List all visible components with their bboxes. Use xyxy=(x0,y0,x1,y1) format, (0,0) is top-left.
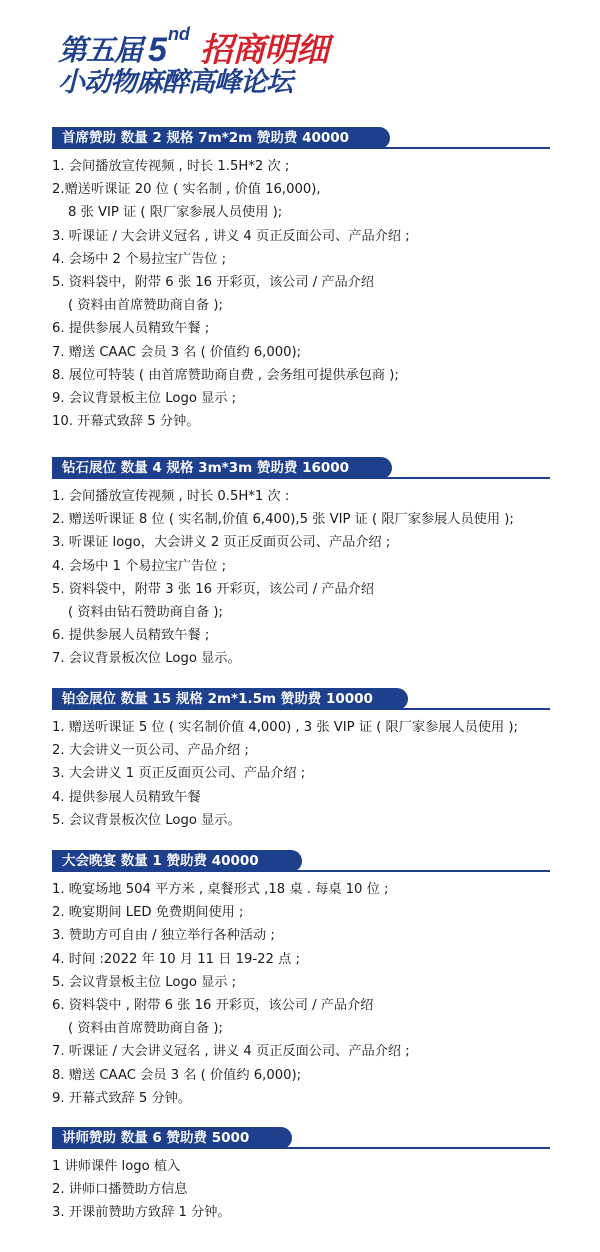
list-item: 5. 资料袋中，附带 3 张 16 开彩页，该公司 / 产品介绍 xyxy=(52,581,375,597)
list-item: 5. 会议背景板主位 Logo 显示 ; xyxy=(52,974,237,990)
section-lecturer-sponsor xyxy=(52,1127,550,1225)
title-line-2: 小动物麻醉高峰论坛 xyxy=(58,67,292,98)
list-item: 3. 听课证 logo，大会讲义 2 页正反面页公司、产品介绍 ; xyxy=(52,535,391,551)
benefit-list xyxy=(52,878,550,1110)
list-item: 9. 会议背景板主位 Logo 显示 ; xyxy=(52,391,237,407)
list-item: 8. 展位可特装 ( 由首席赞助商自费 , 会务组可提供承包商 ); xyxy=(52,367,399,383)
page-header xyxy=(0,0,600,110)
section-header xyxy=(52,688,550,710)
list-item: 9. 开幕式致辞 5 分钟。 xyxy=(52,1090,192,1106)
section-gala-dinner xyxy=(52,850,550,1110)
list-item: 10. 开幕式致辞 5 分钟。 xyxy=(52,414,200,430)
list-item: 4. 时间 :2022 年 10 月 11 日 19-22 点 ; xyxy=(52,951,300,967)
section-diamond-booth xyxy=(52,457,550,671)
list-item: 6. 提供参展人员精致午餐 ; xyxy=(52,321,210,337)
section-header xyxy=(52,850,550,872)
list-item: 2.赠送听课证 20 位 ( 实名制 , 价值 16,000), xyxy=(52,182,321,198)
section-header xyxy=(52,1127,550,1149)
list-item: 1. 会间播放宣传视频 , 时长 0.5H*1 次 : xyxy=(52,489,290,504)
section-heading: 铂金展位 数量 15 规格 2m*1.5m 赞助费 10000 xyxy=(52,688,408,710)
list-item: 2. 晚宴期间 LED 免费期间使用 ; xyxy=(52,905,244,921)
title-edition: 第五届 xyxy=(58,33,143,67)
list-item: 8 张 VIP 证 ( 限厂家参展人员使用 ); xyxy=(68,205,283,221)
list-item: 2. 大会讲义一页公司、产品介绍 ; xyxy=(52,743,249,759)
title-highlight: 招商明细 xyxy=(199,30,328,69)
list-item: 1. 会间播放宣传视频 , 时长 1.5H*2 次 ; xyxy=(52,159,290,174)
list-item: ( 资料由首席赞助商自备 ); xyxy=(68,1021,223,1037)
list-item: 1 讲师课件 logo 植入 xyxy=(52,1159,181,1174)
benefit-list xyxy=(52,155,550,433)
benefit-list xyxy=(52,485,550,671)
list-item: 5. 资料袋中，附带 6 张 16 开彩页，该公司 / 产品介绍 xyxy=(52,275,375,291)
list-item: 8. 赠送 CAAC 会员 3 名 ( 价值约 6,000); xyxy=(52,1067,302,1083)
list-item: 1. 赠送听课证 5 位 ( 实名制价值 4,000) , 3 张 VIP 证 ( 限厂家参展人员使用 ); xyxy=(52,720,519,735)
list-item: 4. 提供参展人员精致午餐 xyxy=(52,789,201,805)
benefit-list xyxy=(52,716,550,832)
section-heading: 首席赞助 数量 2 规格 7m*2m 赞助费 40000 xyxy=(52,127,390,149)
list-item: 2. 赠送听课证 8 位 ( 实名制,价值 6,400),5 张 VIP 证 ( 限厂家参展人员使用 ); xyxy=(52,512,514,528)
list-item: ( 资料由钻石赞助商自备 ); xyxy=(68,605,223,621)
list-item: 4. 会场中 2 个易拉宝广告位 ; xyxy=(52,251,227,267)
list-item: 3. 开课前赞助方致辞 1 分钟。 xyxy=(52,1205,231,1221)
section-platinum-booth xyxy=(52,688,550,832)
section-header xyxy=(52,457,550,479)
section-heading: 讲师赞助 数量 6 赞助费 5000 xyxy=(52,1127,292,1149)
benefit-list xyxy=(52,1155,550,1225)
list-item: 7. 听课证 / 大会讲义冠名 , 讲义 4 页正反面公司、产品介绍 ; xyxy=(52,1044,410,1060)
list-item: 2. 讲师口播赞助方信息 xyxy=(52,1182,188,1198)
list-item: 6. 资料袋中 , 附带 6 张 16 开彩页，该公司 / 产品介绍 xyxy=(52,998,374,1014)
section-chief-sponsor xyxy=(52,127,550,433)
title-edition-suffix: nd xyxy=(167,24,190,44)
list-item: ( 资料由首席赞助商自备 ); xyxy=(68,298,223,314)
section-heading: 大会晚宴 数量 1 赞助费 40000 xyxy=(52,850,302,872)
list-item: 3. 大会讲义 1 页正反面页公司、产品介绍 ; xyxy=(52,766,306,782)
section-heading: 钻石展位 数量 4 规格 3m*3m 赞助费 16000 xyxy=(52,457,392,479)
list-item: 3. 赞助方可自由 / 独立举行各种活动 ; xyxy=(52,928,275,944)
list-item: 6. 提供参展人员精致午餐 ; xyxy=(52,628,210,644)
list-item: 7. 赠送 CAAC 会员 3 名 ( 价值约 6,000); xyxy=(52,344,302,360)
title-edition-number: 5 xyxy=(148,31,167,69)
list-item: 1. 晚宴场地 504 平方米 , 桌餐形式 ,18 桌 . 每桌 10 位 ; xyxy=(52,882,389,897)
list-item: 7. 会议背景板次位 Logo 显示。 xyxy=(52,651,241,667)
section-header xyxy=(52,127,550,149)
list-item: 4. 会场中 1 个易拉宝广告位 ; xyxy=(52,558,227,574)
title-line-1 xyxy=(58,26,328,68)
list-item: 3. 听课证 / 大会讲义冠名 , 讲义 4 页正反面公司、产品介绍 ; xyxy=(52,228,410,244)
list-item: 5. 会议背景板次位 Logo 显示。 xyxy=(52,812,241,828)
